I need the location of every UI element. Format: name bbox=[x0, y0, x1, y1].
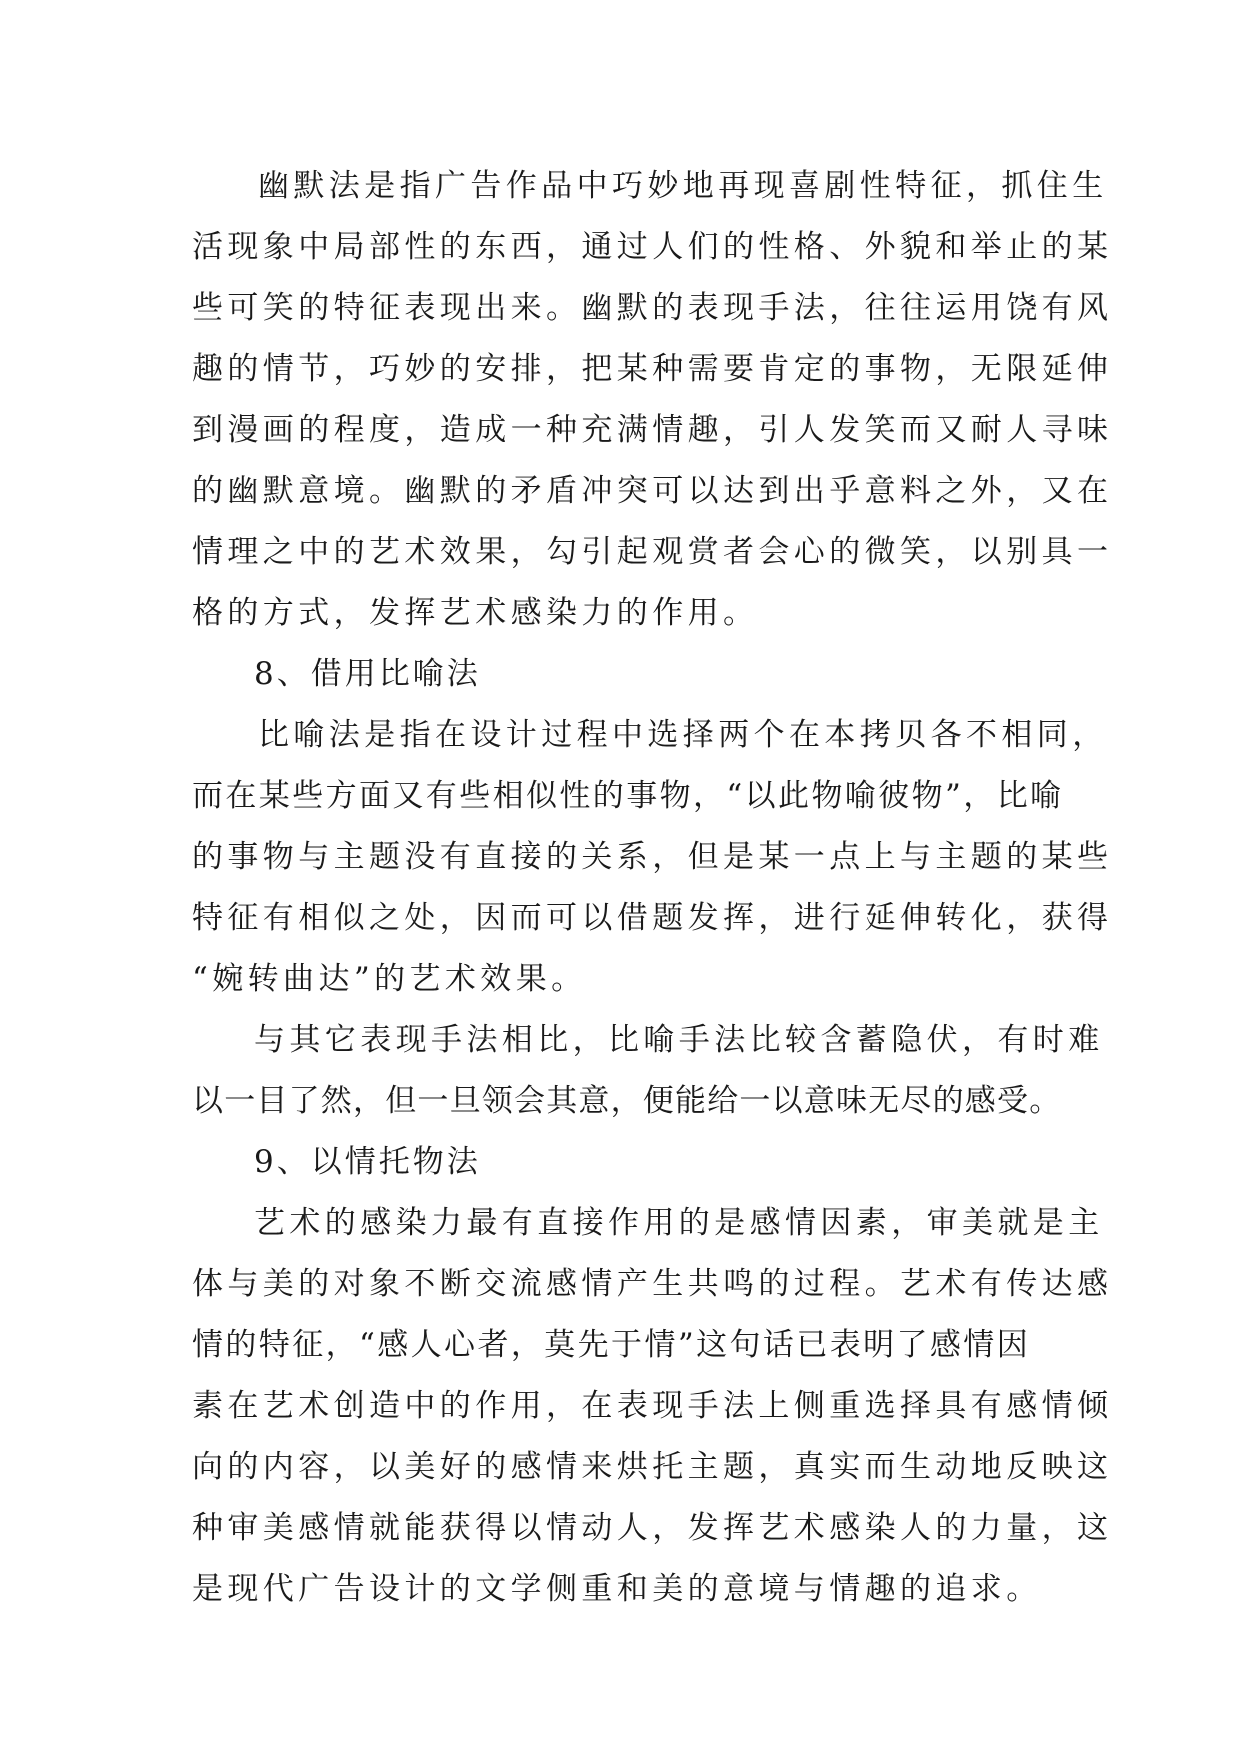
body-text bbox=[192, 156, 1113, 1620]
text-line: 是现代广告设计的文学侧重和美的意境与情趣的追求。 bbox=[192, 1571, 1042, 1607]
text-line: 情理之中的艺术效果，勾引起观赏者会心的微笑，以别具一 bbox=[192, 534, 1113, 570]
text-line: “婉转曲达”的艺术效果。 bbox=[192, 961, 587, 997]
paragraph-humor-method bbox=[192, 156, 1113, 644]
text-line: 种审美感情就能获得以情动人，发挥艺术感染人的力量，这 bbox=[192, 1510, 1113, 1546]
text-line: 趣的情节，巧妙的安排，把某种需要肯定的事物，无限延伸 bbox=[192, 351, 1113, 387]
text-line: 情的特征，“感人心者，莫先于情”这句话已表明了感情因 bbox=[192, 1327, 1031, 1363]
text-line: 素在艺术创造中的作用，在表现手法上侧重选择具有感情倾 bbox=[192, 1388, 1113, 1424]
paragraph-metaphor-comparison bbox=[192, 1010, 1104, 1132]
text-line: 幽默法是指广告作品中巧妙地再现喜剧性特征，抓住生 bbox=[258, 168, 1108, 204]
text-line: 格的方式，发挥艺术感染力的作用。 bbox=[192, 595, 759, 631]
text-line: 艺术的感染力最有直接作用的是感情因素，审美就是主 bbox=[254, 1205, 1104, 1241]
text-line: 体与美的对象不断交流感情产生共鸣的过程。艺术有传达感 bbox=[192, 1266, 1113, 1302]
section-heading-metaphor: 8、借用比喻法 bbox=[254, 656, 481, 692]
text-line: 的事物与主题没有直接的关系，但是某一点上与主题的某些 bbox=[192, 839, 1113, 875]
text-line: 向的内容，以美好的感情来烘托主题，真实而生动地反映这 bbox=[192, 1449, 1113, 1485]
text-line: 比喻法是指在设计过程中选择两个在本拷贝各不相同， bbox=[258, 717, 1108, 753]
text-line: 活现象中局部性的东西，通过人们的性格、外貌和举止的某 bbox=[192, 229, 1113, 265]
text-line: 的幽默意境。幽默的矛盾冲突可以达到出乎意料之外，又在 bbox=[192, 473, 1113, 509]
text-line: 些可笑的特征表现出来。幽默的表现手法，往往运用饶有风 bbox=[192, 290, 1113, 326]
text-line: 与其它表现手法相比，比喻手法比较含蓄隐伏，有时难 bbox=[254, 1022, 1104, 1058]
text-line: 而在某些方面又有些相似性的事物，“以此物喻彼物”，比喻 bbox=[192, 778, 1064, 814]
paragraph-metaphor-method bbox=[192, 705, 1113, 1010]
text-line: 到漫画的程度，造成一种充满情趣，引人发笑而又耐人寻味 bbox=[192, 412, 1113, 448]
text-line: 以一目了然，但一旦领会其意，便能给一以意味无尽的感受。 bbox=[192, 1083, 1062, 1119]
text-line: 特征有相似之处，因而可以借题发挥，进行延伸转化，获得 bbox=[192, 900, 1113, 936]
paragraph-emotion-method bbox=[192, 1193, 1113, 1620]
section-heading-emotion: 9、以情托物法 bbox=[254, 1144, 481, 1180]
